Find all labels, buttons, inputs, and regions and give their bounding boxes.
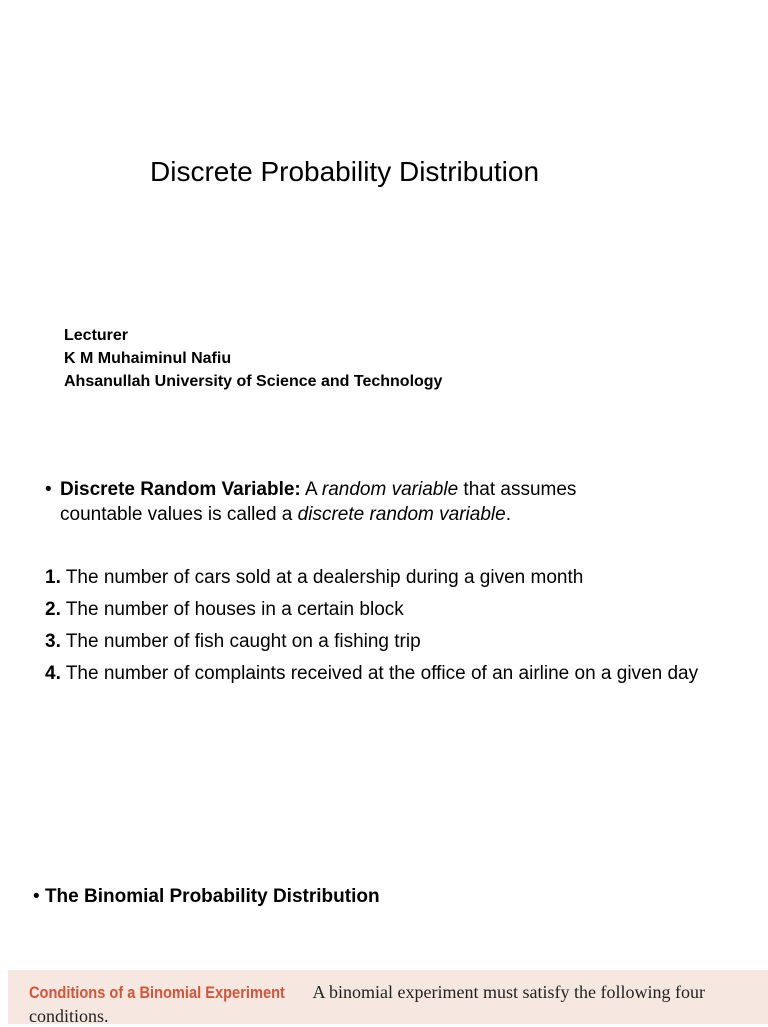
item-text: The number of cars sold at a dealership during a given month (60, 567, 584, 588)
item-number: 4. (45, 663, 61, 684)
conditions-box (8, 970, 768, 1024)
section-heading-text: The Binomial Probability Distribution (44, 886, 380, 907)
item-number: 1. (45, 567, 61, 588)
list-item (45, 629, 735, 654)
author-institution: Ahsanullah University of Science and Technology (64, 373, 443, 390)
conditions-text: A binomial experiment must satisfy the following four (312, 982, 705, 1002)
page-title: Discrete Probability Distribution (150, 156, 540, 187)
author-role: Lecturer (64, 327, 129, 344)
item-number: 2. (45, 599, 61, 620)
definition-text: countable values is called a (60, 504, 298, 525)
conditions-text: conditions. (29, 1006, 109, 1026)
section-heading (33, 886, 380, 908)
author-name: K M Muhaiminul Nafiu (64, 350, 232, 367)
definition-text: A (300, 479, 322, 500)
conditions-heading: Conditions of a Binomial Experiment (29, 983, 285, 1002)
definition-text: . (505, 504, 511, 525)
definition-italic: random variable (321, 479, 459, 500)
definition-italic: discrete random variable (297, 504, 506, 525)
author-block (64, 324, 442, 393)
bullet-marker: • (33, 886, 45, 907)
item-text: The number of fish caught on a fishing trip (60, 631, 421, 652)
item-text: The number of houses in a certain block (60, 599, 404, 620)
item-text: The number of complaints received at the office of an airline on a given day (60, 663, 699, 684)
list-item (45, 661, 735, 686)
definition-term: Discrete Random Variable: (60, 479, 301, 500)
definition-text: that assumes (458, 479, 577, 500)
bullet-marker: • (45, 479, 52, 500)
examples-list (45, 565, 735, 693)
item-number: 3. (45, 631, 61, 652)
definition-paragraph (45, 477, 725, 527)
list-item (45, 565, 735, 590)
list-item (45, 597, 735, 622)
